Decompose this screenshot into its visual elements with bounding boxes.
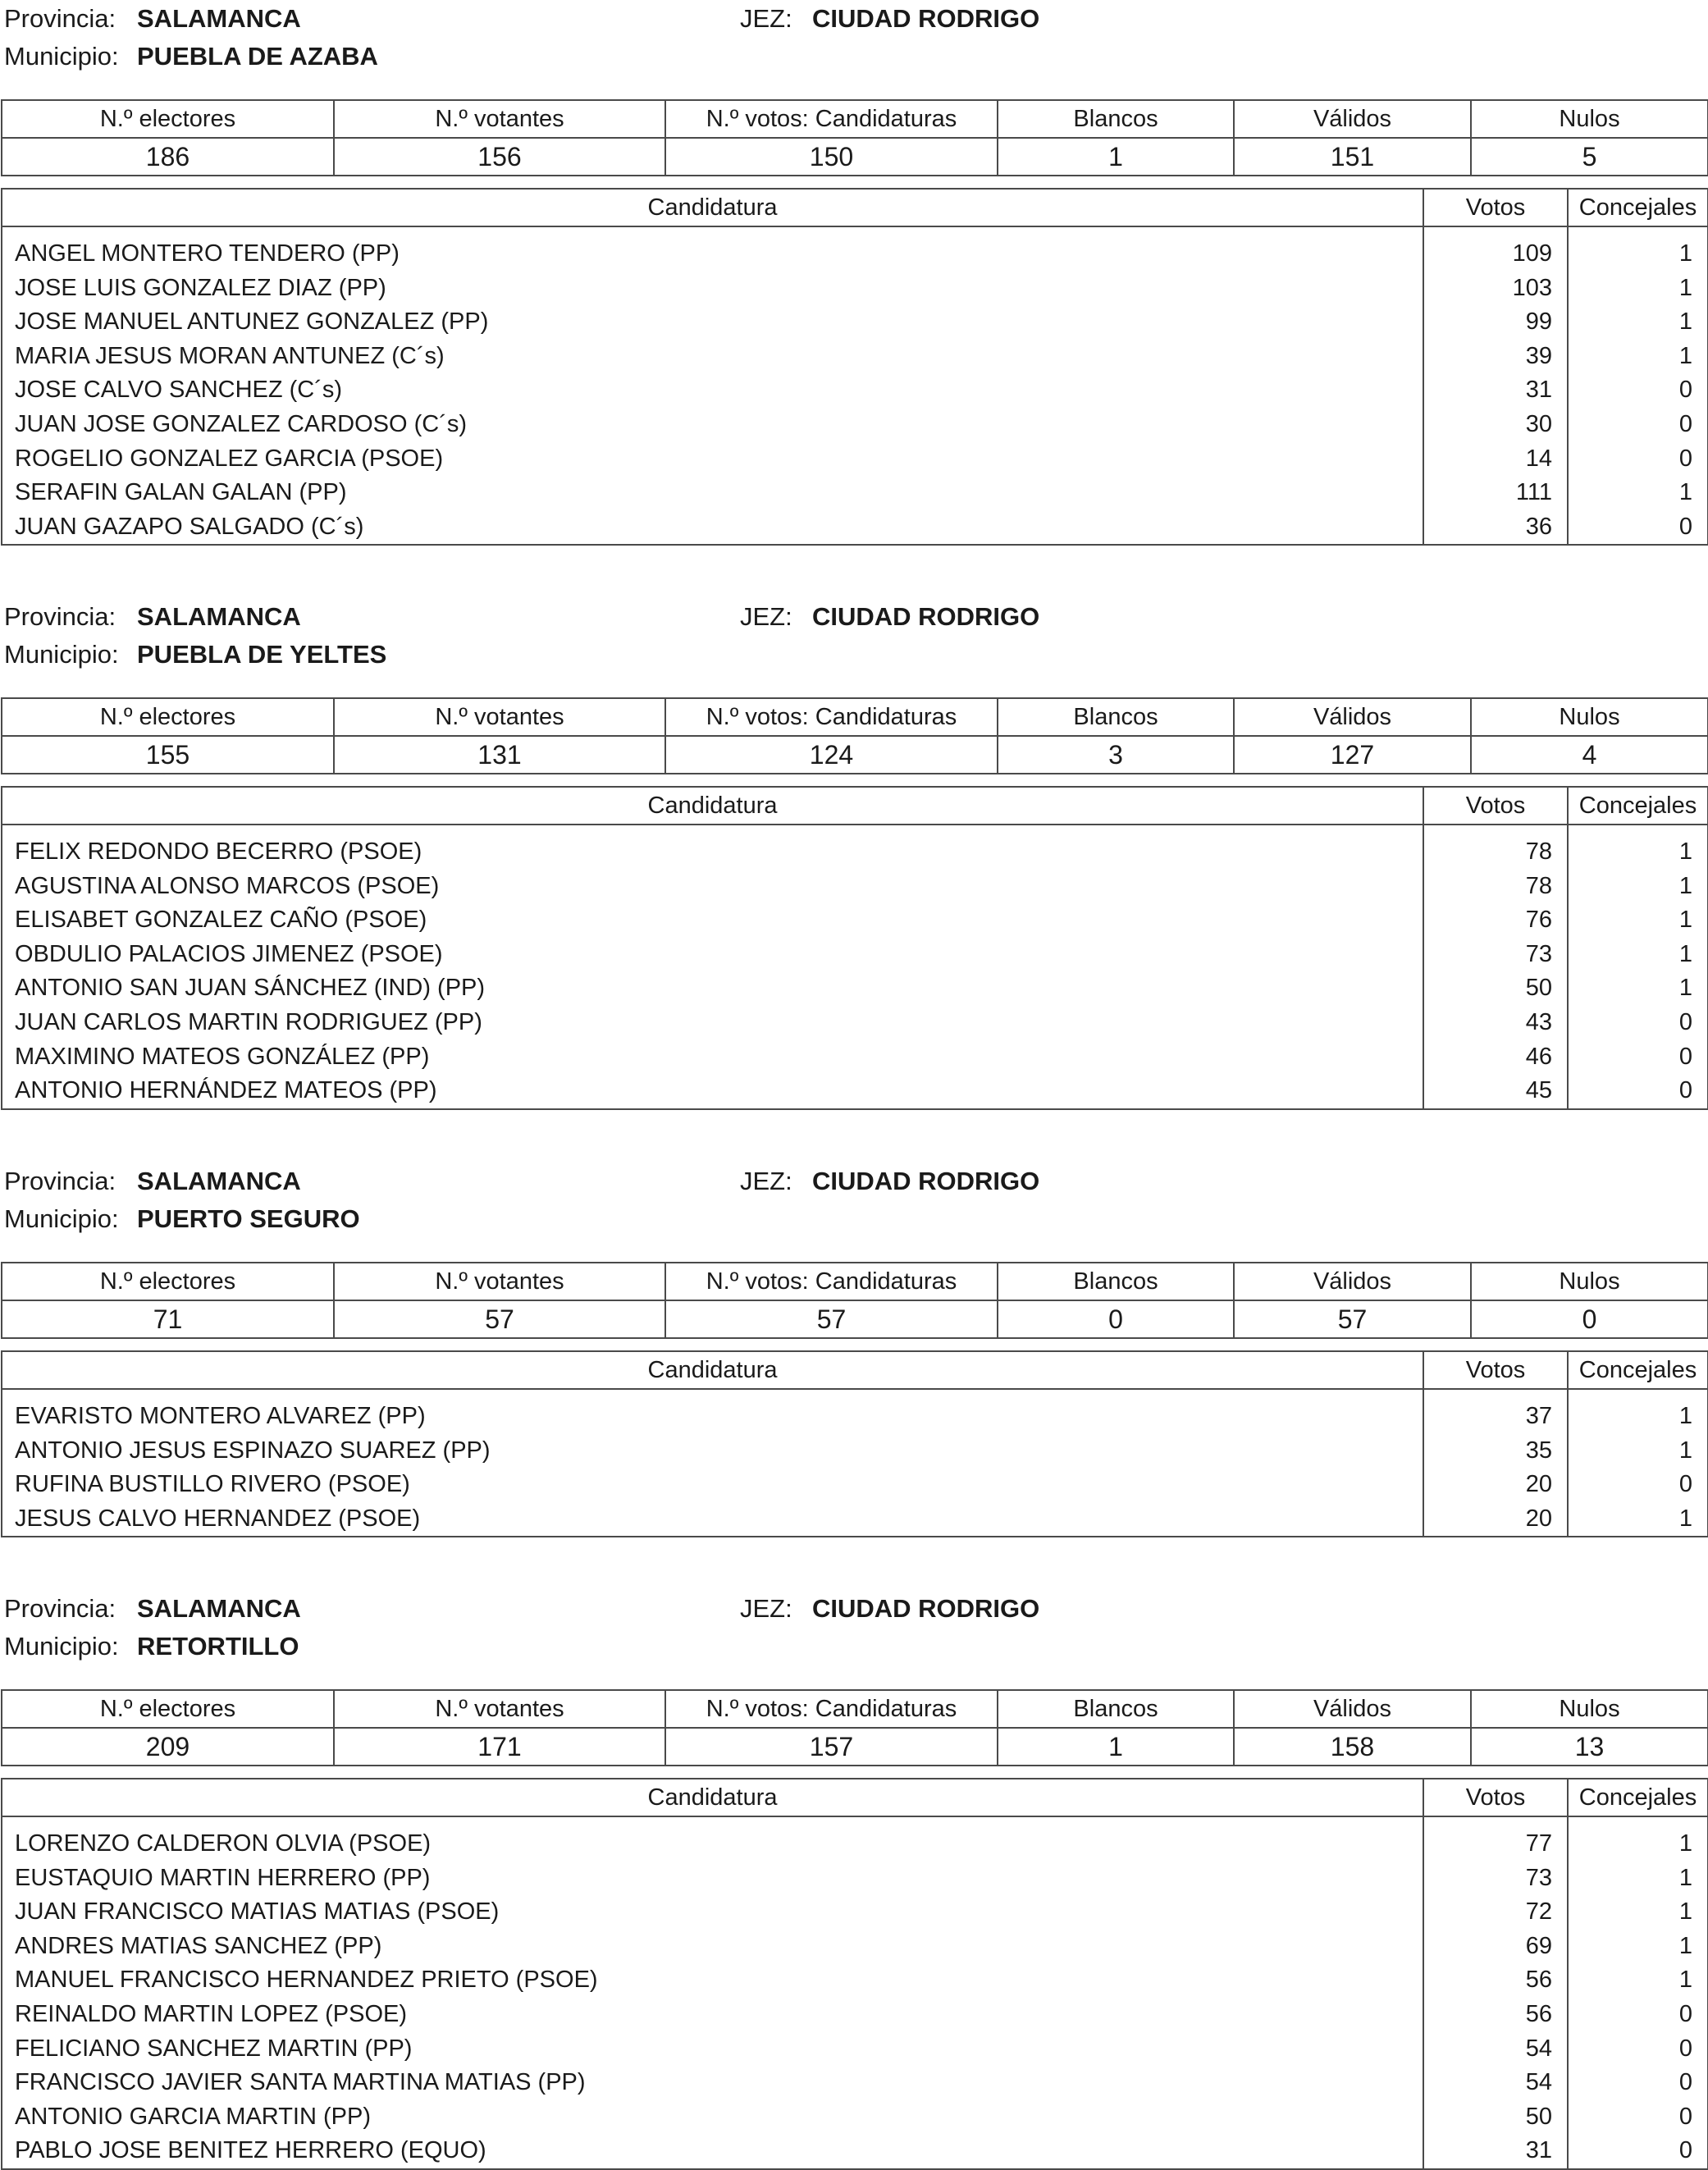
municipio-label: Municipio: [4, 640, 119, 669]
candidate-votos: 37 [1525, 1403, 1552, 1429]
candidate-concejales: 0 [1678, 513, 1692, 540]
candidate-concejales: 1 [1678, 907, 1692, 934]
provincia-value: SALAMANCA [137, 4, 301, 33]
municipio-label: Municipio: [4, 1632, 119, 1661]
votos-header: Votos [1423, 1351, 1568, 1389]
candidate-name: AGUSTINA ALONSO MARCOS (PSOE) [15, 872, 440, 899]
provincia-value: SALAMANCA [137, 602, 301, 631]
blancos-value: 1 [998, 138, 1234, 176]
candidate-name: JOSE LUIS GONZALEZ DIAZ (PP) [15, 274, 386, 301]
nulos-value: 13 [1471, 1728, 1708, 1766]
candidate-votos: 46 [1525, 1043, 1552, 1070]
candidates-table [1, 1778, 1708, 2170]
candidate-votes [1423, 825, 1568, 1109]
jez-value: CIUDAD RODRIGO [812, 602, 1040, 631]
summary-table [1, 99, 1708, 176]
provincia-label: Provincia: [4, 1594, 116, 1623]
candidate-concejales: 0 [1678, 2137, 1692, 2164]
candidate-name: JUAN FRANCISCO MATIAS MATIAS (PSOE) [15, 1898, 500, 1926]
municipio-value: PUEBLA DE YELTES [137, 640, 387, 669]
candidate-concejales: 1 [1678, 274, 1692, 301]
candidate-votos: 72 [1525, 1898, 1552, 1926]
municipio-value: PUERTO SEGURO [137, 1204, 360, 1233]
votos-candidaturas-header: N.º votos: Candidaturas [665, 100, 998, 138]
candidate-votos: 78 [1525, 872, 1552, 899]
validos-header: Válidos [1234, 698, 1471, 736]
votos-candidaturas-value: 157 [665, 1728, 998, 1766]
concejales-header: Concejales [1568, 189, 1708, 226]
municipio-line [0, 1628, 1708, 1665]
candidatura-header: Candidatura [2, 787, 1423, 825]
candidate-seats [1568, 825, 1708, 1109]
municipio-value: RETORTILLO [137, 1632, 299, 1661]
nulos-header: Nulos [1471, 1690, 1708, 1728]
candidate-name: PABLO JOSE BENITEZ HERRERO (EQUO) [15, 2137, 486, 2164]
candidate-name: FRANCISCO JAVIER SANTA MARTINA MATIAS (PP) [15, 2069, 586, 2096]
electores-header: N.º electores [2, 698, 334, 736]
votantes-header: N.º votantes [334, 1690, 665, 1728]
candidate-votos: 39 [1525, 342, 1552, 369]
candidate-votos: 111 [1515, 479, 1552, 506]
candidate-name: JUAN CARLOS MARTIN RODRIGUEZ (PP) [15, 1008, 482, 1035]
provincia-label: Provincia: [4, 1167, 116, 1195]
provincia-line [0, 0, 1708, 38]
candidates-table [1, 1350, 1708, 1537]
concejales-header: Concejales [1568, 1779, 1708, 1816]
provincia-label: Provincia: [4, 4, 116, 33]
candidate-votos: 56 [1525, 1967, 1552, 1994]
candidate-name: JOSE MANUEL ANTUNEZ GONZALEZ (PP) [15, 308, 489, 336]
candidate-concejales: 1 [1678, 308, 1692, 336]
blancos-value: 1 [998, 1728, 1234, 1766]
candidate-votos: 14 [1525, 445, 1552, 472]
candidate-votos: 43 [1525, 1008, 1552, 1035]
candidate-votos: 78 [1525, 838, 1552, 865]
blancos-header: Blancos [998, 698, 1234, 736]
nulos-value: 0 [1471, 1300, 1708, 1338]
candidate-concejales: 1 [1678, 1898, 1692, 1926]
candidate-votos: 36 [1525, 513, 1552, 540]
municipio-line [0, 1200, 1708, 1238]
municipio-label: Municipio: [4, 42, 119, 71]
candidate-concejales: 1 [1678, 1403, 1692, 1429]
municipio-line [0, 38, 1708, 75]
candidate-concejales: 0 [1678, 1043, 1692, 1070]
candidate-name: REINALDO MARTIN LOPEZ (PSOE) [15, 2000, 408, 2027]
blancos-header: Blancos [998, 100, 1234, 138]
candidate-names [2, 226, 1423, 545]
votos-candidaturas-value: 124 [665, 736, 998, 774]
candidate-votos: 45 [1525, 1077, 1552, 1104]
candidate-votos: 31 [1525, 377, 1552, 404]
blancos-header: Blancos [998, 1690, 1234, 1728]
candidate-name: JOSE CALVO SANCHEZ (C´s) [15, 377, 343, 404]
candidate-name: JESUS CALVO HERNANDEZ (PSOE) [15, 1505, 421, 1532]
candidate-votos: 50 [1525, 975, 1552, 1002]
candidate-name: EUSTAQUIO MARTIN HERRERO (PP) [15, 1864, 431, 1891]
votantes-header: N.º votantes [334, 100, 665, 138]
provincia-line [0, 1163, 1708, 1200]
candidate-name: EVARISTO MONTERO ALVAREZ (PP) [15, 1403, 426, 1429]
validos-value: 158 [1234, 1728, 1471, 1766]
candidate-name: MAXIMINO MATEOS GONZÁLEZ (PP) [15, 1043, 430, 1070]
candidate-votos: 103 [1512, 274, 1552, 301]
candidate-concejales: 0 [1678, 2069, 1692, 2096]
electores-value: 155 [2, 736, 334, 774]
candidate-name: MANUEL FRANCISCO HERNANDEZ PRIETO (PSOE) [15, 1967, 598, 1994]
electores-header: N.º electores [2, 1263, 334, 1300]
candidate-concejales: 0 [1678, 377, 1692, 404]
votos-candidaturas-header: N.º votos: Candidaturas [665, 698, 998, 736]
candidate-name: ANTONIO HERNÁNDEZ MATEOS (PP) [15, 1077, 437, 1104]
candidate-votos: 31 [1525, 2137, 1552, 2164]
candidate-name: ANTONIO GARCIA MARTIN (PP) [15, 2103, 371, 2130]
nulos-header: Nulos [1471, 100, 1708, 138]
candidate-name: ANDRES MATIAS SANCHEZ (PP) [15, 1932, 382, 1959]
jez-value: CIUDAD RODRIGO [812, 4, 1040, 33]
jez-label: JEZ: [740, 4, 792, 33]
summary-table [1, 1689, 1708, 1766]
candidatura-header: Candidatura [2, 189, 1423, 226]
municipio-value: PUEBLA DE AZABA [137, 42, 378, 71]
validos-value: 57 [1234, 1300, 1471, 1338]
candidate-votos: 77 [1525, 1830, 1552, 1857]
candidate-name: OBDULIO PALACIOS JIMENEZ (PSOE) [15, 940, 443, 967]
candidatura-header: Candidatura [2, 1779, 1423, 1816]
candidate-votes [1423, 1816, 1568, 2169]
jez-label: JEZ: [740, 1167, 792, 1195]
concejales-header: Concejales [1568, 1351, 1708, 1389]
provincia-line [0, 1590, 1708, 1628]
candidate-name: MARIA JESUS MORAN ANTUNEZ (C´s) [15, 342, 445, 369]
jez-value: CIUDAD RODRIGO [812, 1167, 1040, 1195]
candidate-votos: 56 [1525, 2000, 1552, 2027]
electores-value: 209 [2, 1728, 334, 1766]
candidate-concejales: 1 [1678, 1967, 1692, 1994]
candidate-votos: 54 [1525, 2035, 1552, 2062]
votos-header: Votos [1423, 1779, 1568, 1816]
jez-value: CIUDAD RODRIGO [812, 1594, 1040, 1623]
candidate-concejales: 0 [1678, 410, 1692, 437]
candidate-concejales: 1 [1678, 1830, 1692, 1857]
candidate-concejales: 1 [1678, 1437, 1692, 1464]
municipio-line [0, 636, 1708, 674]
candidate-seats [1568, 1816, 1708, 2169]
provincia-line [0, 598, 1708, 636]
candidate-votos: 35 [1525, 1437, 1552, 1464]
candidate-votos: 73 [1525, 1864, 1552, 1891]
candidate-name: JUAN GAZAPO SALGADO (C´s) [15, 513, 364, 540]
candidate-votes [1423, 1389, 1568, 1537]
electores-header: N.º electores [2, 100, 334, 138]
candidate-votos: 50 [1525, 2103, 1552, 2130]
votos-candidaturas-value: 150 [665, 138, 998, 176]
validos-value: 127 [1234, 736, 1471, 774]
candidate-name: JUAN JOSE GONZALEZ CARDOSO (C´s) [15, 410, 468, 437]
validos-header: Válidos [1234, 1690, 1471, 1728]
candidate-votos: 109 [1512, 240, 1552, 267]
candidate-votos: 30 [1525, 410, 1552, 437]
votantes-value: 171 [334, 1728, 665, 1766]
candidate-name: SERAFIN GALAN GALAN (PP) [15, 479, 347, 506]
provincia-label: Provincia: [4, 602, 116, 631]
candidate-names [2, 1389, 1423, 1537]
candidate-concejales: 1 [1678, 342, 1692, 369]
candidate-concejales: 1 [1678, 1505, 1692, 1532]
candidate-name: ANGEL MONTERO TENDERO (PP) [15, 240, 400, 267]
electores-header: N.º electores [2, 1690, 334, 1728]
nulos-value: 5 [1471, 138, 1708, 176]
candidate-votos: 69 [1525, 1932, 1552, 1959]
votantes-header: N.º votantes [334, 698, 665, 736]
votos-candidaturas-header: N.º votos: Candidaturas [665, 1690, 998, 1728]
blancos-value: 3 [998, 736, 1234, 774]
summary-table [1, 697, 1708, 774]
votantes-value: 57 [334, 1300, 665, 1338]
candidate-name: LORENZO CALDERON OLVIA (PSOE) [15, 1830, 432, 1857]
electores-value: 71 [2, 1300, 334, 1338]
nulos-value: 4 [1471, 736, 1708, 774]
votos-header: Votos [1423, 189, 1568, 226]
validos-header: Válidos [1234, 100, 1471, 138]
candidate-concejales: 0 [1678, 1008, 1692, 1035]
candidate-concejales: 0 [1678, 2035, 1692, 2062]
candidate-concejales: 1 [1678, 479, 1692, 506]
blancos-value: 0 [998, 1300, 1234, 1338]
candidate-concejales: 1 [1678, 1864, 1692, 1891]
votantes-value: 156 [334, 138, 665, 176]
candidate-name: ROGELIO GONZALEZ GARCIA (PSOE) [15, 445, 444, 472]
candidate-votos: 20 [1525, 1471, 1552, 1498]
candidate-concejales: 1 [1678, 975, 1692, 1002]
candidate-votos: 20 [1525, 1505, 1552, 1532]
candidate-concejales: 0 [1678, 1471, 1692, 1498]
votantes-header: N.º votantes [334, 1263, 665, 1300]
blancos-header: Blancos [998, 1263, 1234, 1300]
candidate-name: ANTONIO JESUS ESPINAZO SUAREZ (PP) [15, 1437, 491, 1464]
candidate-votes [1423, 226, 1568, 545]
votos-candidaturas-header: N.º votos: Candidaturas [665, 1263, 998, 1300]
candidate-names [2, 825, 1423, 1109]
candidate-concejales: 1 [1678, 940, 1692, 967]
votos-candidaturas-value: 57 [665, 1300, 998, 1338]
candidate-seats [1568, 1389, 1708, 1537]
candidates-table [1, 786, 1708, 1110]
candidate-votos: 76 [1525, 907, 1552, 934]
candidate-concejales: 1 [1678, 872, 1692, 899]
summary-table [1, 1262, 1708, 1339]
validos-header: Válidos [1234, 1263, 1471, 1300]
votos-header: Votos [1423, 787, 1568, 825]
candidate-name: FELICIANO SANCHEZ MARTIN (PP) [15, 2035, 413, 2062]
candidate-seats [1568, 226, 1708, 545]
candidate-name: ANTONIO SAN JUAN SÁNCHEZ (IND) (PP) [15, 975, 486, 1002]
jez-label: JEZ: [740, 1594, 792, 1623]
candidate-votos: 73 [1525, 940, 1552, 967]
candidate-name: ELISABET GONZALEZ CAÑO (PSOE) [15, 907, 427, 934]
provincia-value: SALAMANCA [137, 1594, 301, 1623]
candidate-concejales: 0 [1678, 445, 1692, 472]
candidate-concejales: 0 [1678, 2103, 1692, 2130]
votantes-value: 131 [334, 736, 665, 774]
municipio-label: Municipio: [4, 1204, 119, 1233]
electores-value: 186 [2, 138, 334, 176]
candidate-name: RUFINA BUSTILLO RIVERO (PSOE) [15, 1471, 410, 1498]
candidate-names [2, 1816, 1423, 2169]
candidate-name: FELIX REDONDO BECERRO (PSOE) [15, 838, 422, 865]
candidate-concejales: 0 [1678, 1077, 1692, 1104]
provincia-value: SALAMANCA [137, 1167, 301, 1195]
candidate-concejales: 1 [1678, 240, 1692, 267]
candidate-votos: 99 [1525, 308, 1552, 336]
candidate-concejales: 0 [1678, 2000, 1692, 2027]
candidates-table [1, 188, 1708, 546]
jez-label: JEZ: [740, 602, 792, 631]
candidate-votos: 54 [1525, 2069, 1552, 2096]
candidate-concejales: 1 [1678, 1932, 1692, 1959]
candidatura-header: Candidatura [2, 1351, 1423, 1389]
candidate-concejales: 1 [1678, 838, 1692, 865]
concejales-header: Concejales [1568, 787, 1708, 825]
nulos-header: Nulos [1471, 698, 1708, 736]
nulos-header: Nulos [1471, 1263, 1708, 1300]
validos-value: 151 [1234, 138, 1471, 176]
